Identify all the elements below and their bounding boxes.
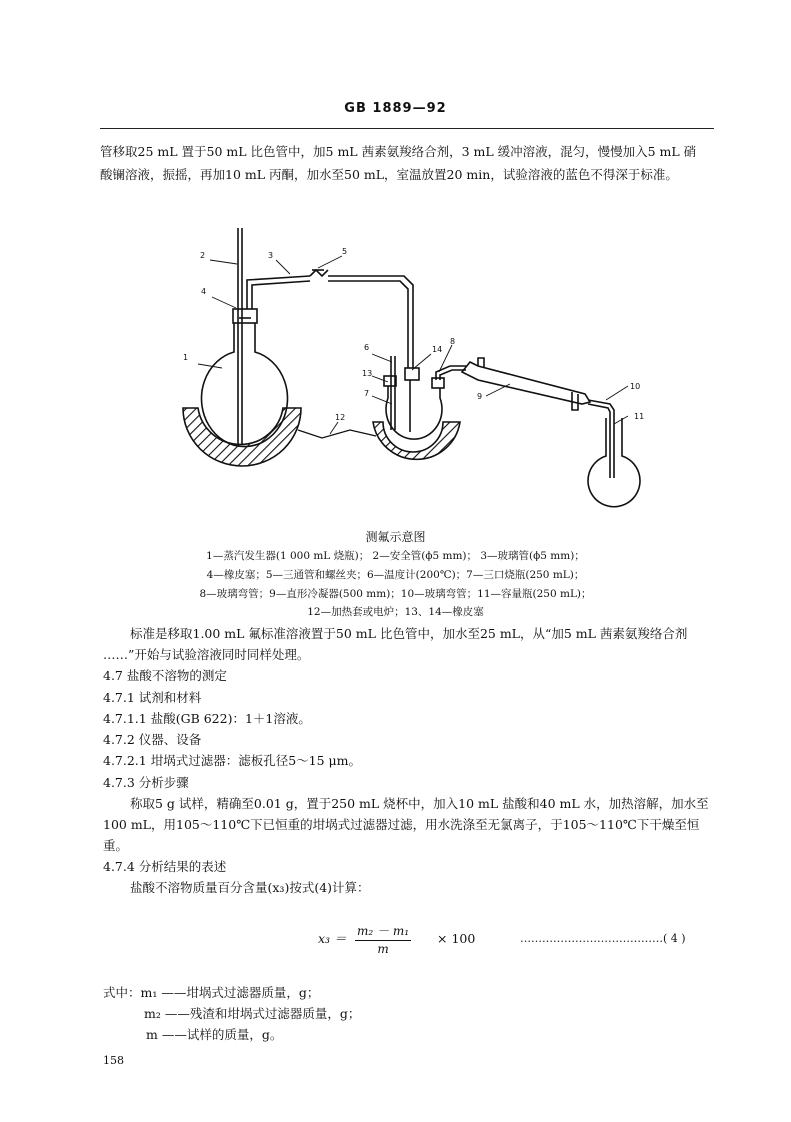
section-4-7-4: 4.7.4 分析结果的表述 — [103, 859, 227, 874]
formula-rhs: × 100 — [437, 931, 476, 946]
page-number: 158 — [103, 1054, 124, 1067]
section-4-7-2: 4.7.2 仪器、设备 — [103, 732, 202, 747]
label-6: 6 — [364, 343, 370, 352]
calculation-intro: 盐酸不溶物质量百分含量(x₃)按式(4)计算： — [130, 880, 370, 895]
figure-legend-line-3: 8—玻璃弯管；9—直形冷凝器(500 mm)；10—玻璃弯管；11—容量瓶(250 mL)； — [199, 588, 592, 600]
label-9: 9 — [477, 392, 483, 401]
intro-line-1: 管移取25 mL 置于50 mL 比色管中，加5 mL 茜素氨羧络合剂，3 mL 缓冲溶液，混匀，慢慢加入5 mL 硝 — [100, 144, 697, 159]
where-line-1: 式中：m₁ ——坩埚式过滤器质量，g； — [103, 985, 320, 1000]
intro-line-2: 酸镧溶液，振摇，再加10 mL 丙酮，加水至50 mL，室温放置20 min，试验溶液的蓝色不得深于标准。 — [100, 167, 678, 182]
where-line-3: m ——试样的质量，g。 — [146, 1027, 283, 1042]
figure-legend-line-1: 1—蒸汽发生器(1 000 mL 烧瓶)； 2—安全管(ϕ5 mm)； 3—玻璃管(ϕ5 mm)； — [206, 550, 585, 562]
figure-title: 测氟示意图 — [365, 530, 426, 544]
where-line-2: m₂ ——残渣和坩埚式过滤器质量，g； — [144, 1006, 361, 1021]
document-header: GB 1889—92 — [344, 101, 447, 116]
section-4-7-1-1: 4.7.1.1 盐酸(GB 622)：1＋1溶液。 — [103, 711, 311, 726]
label-2: 2 — [200, 251, 206, 260]
heating-mantle-right — [373, 422, 460, 459]
formula-lhs: x₃ ＝ — [318, 931, 347, 946]
procedure-line-1: 称取5 g 试样，精确至0.01 g，置于250 mL 烧杯中，加入10 mL 盐酸和40 mL 水，加热溶解，加水至 — [130, 796, 709, 811]
figure-legend-line-2: 4—橡皮塞；5—三通管和螺丝夹；6—温度计(200℃)；7—三口烧瓶(250 mL)； — [206, 569, 585, 581]
label-12: 12 — [335, 413, 346, 422]
label-7: 7 — [364, 389, 370, 398]
label-5: 5 — [342, 247, 348, 256]
label-1: 1 — [183, 353, 189, 362]
standard-line-2: ……”开始与试验溶液同时同样处理。 — [103, 647, 310, 662]
formula-number: …………………………………( 4 ) — [520, 932, 686, 945]
figure-legend-line-4: 12—加热套或电炉；13、14—橡皮塞 — [307, 606, 484, 618]
rubber-stopper-4 — [233, 309, 257, 323]
standard-line-1: 标准是移取1.00 mL 氟标准溶液置于50 mL 比色管中，加水至25 mL，从“加5 mL 茜素氨羧络合剂 — [130, 626, 688, 641]
section-4-7-3: 4.7.3 分析步骤 — [103, 775, 189, 790]
section-4-7-1: 4.7.1 试剂和材料 — [103, 690, 202, 705]
label-8: 8 — [450, 337, 456, 346]
label-11: 11 — [634, 412, 645, 421]
label-13: 13 — [362, 369, 373, 378]
formula-fraction — [355, 922, 411, 956]
procedure-line-2: 100 mL，用105～110℃下已恒重的坩埚式过滤器过滤，用水洗涤至无氯离子，于105～110℃下干燥至恒 — [103, 817, 700, 832]
procedure-line-3: 重。 — [103, 838, 129, 853]
label-4: 4 — [201, 287, 207, 296]
label-3: 3 — [268, 251, 274, 260]
formula-numerator: m₂ － m₁ — [355, 922, 411, 941]
fluorine-apparatus-diagram — [0, 0, 791, 520]
section-4-7-2-1: 4.7.2.1 坩埚式过滤器：滤板孔径5～15 μm。 — [103, 753, 362, 768]
formula-denominator: m — [377, 942, 389, 956]
section-4-7: 4.7 盐酸不溶物的测定 — [103, 668, 227, 683]
label-14: 14 — [432, 345, 443, 354]
label-10: 10 — [630, 382, 641, 391]
